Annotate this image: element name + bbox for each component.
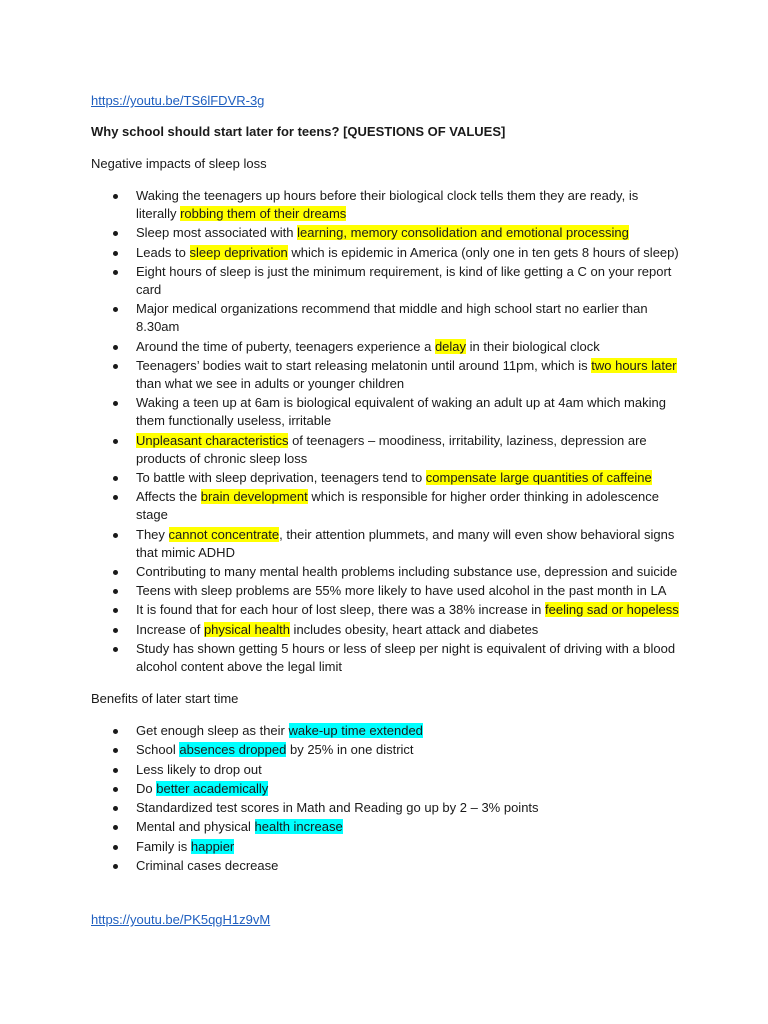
highlighted-text: wake-up time extended: [288, 723, 423, 739]
section-heading-negative: Negative impacts of sleep loss: [91, 156, 267, 171]
highlighted-text: happier: [190, 838, 235, 854]
bullet-icon: [113, 647, 118, 652]
bullet-text: Standardized test scores in Math and Reading go up by 2 – 3% points: [136, 800, 539, 816]
negative-impact-item: [91, 394, 681, 430]
highlighted-text: two hours later: [591, 357, 677, 373]
highlighted-text: Unpleasant characteristics: [136, 432, 289, 448]
bullet-text: Affects the: [136, 489, 201, 505]
highlighted-text: health increase: [254, 819, 343, 835]
bullet-icon: [113, 194, 118, 199]
bullet-text: Mental and physical: [136, 819, 255, 835]
bullet-text: Get enough sleep as their: [136, 723, 289, 739]
negative-impact-item: [91, 469, 681, 487]
bullet-text: Major medical organizations recommend that middle and high school start no earlier than 8.30am: [136, 301, 648, 335]
bullet-text: Waking a teen up at 6am is biological equivalent of waking an adult up at 4am which making them functionally useless, irritable: [136, 395, 666, 429]
benefit-item: [91, 761, 681, 779]
bullet-text-continued: which is responsible for higher order thinking in adolescence stage: [136, 489, 659, 523]
bullet-icon: [113, 845, 118, 850]
bullet-text: They: [136, 526, 169, 542]
bullet-icon: [113, 748, 118, 753]
highlighted-text: sleep deprivation: [189, 244, 288, 260]
bullet-text-continued: , their attention plummets, and many will even show behavioral signs that mimic ADHD: [136, 526, 675, 560]
bullet-icon: [113, 533, 118, 538]
bullet-text: Do: [136, 780, 157, 796]
highlighted-text: absences dropped: [179, 742, 287, 758]
negative-impact-item: [91, 621, 681, 639]
document-content: [91, 92, 681, 889]
negative-impact-item: [91, 357, 681, 393]
bullet-text: Teens with sleep problems are 55% more likely to have used alcohol in the past month in LA: [136, 583, 667, 599]
bullet-text: School: [136, 742, 180, 758]
negative-impact-item: [91, 187, 681, 223]
bullet-text: Around the time of puberty, teenagers experience a: [136, 338, 435, 354]
bullet-text-continued: in their biological clock: [466, 338, 600, 354]
bullet-text: Criminal cases decrease: [136, 857, 279, 873]
highlighted-text: feeling sad or hopeless: [545, 602, 679, 618]
document-title: Why school should start later for teens? [QUESTIONS OF VALUES]: [91, 124, 506, 139]
bullet-text: Teenagers’ bodies wait to start releasing melatonin until around 11pm, which is: [136, 357, 592, 373]
top-video-link[interactable]: https://youtu.be/TS6lFDVR-3g: [91, 93, 265, 108]
bullet-icon: [113, 231, 118, 236]
bullet-icon: [113, 345, 118, 350]
negative-impact-item: [91, 263, 681, 299]
bullet-text-continued: of teenagers – moodiness, irritability, laziness, depression are products of chronic sleep loss: [136, 432, 647, 466]
bullet-icon: [113, 401, 118, 406]
bottom-video-link[interactable]: https://youtu.be/PK5qgH1z9vM: [91, 912, 271, 927]
bullet-icon: [113, 825, 118, 830]
benefit-item: [91, 857, 681, 875]
highlighted-text: delay: [434, 338, 467, 354]
bullet-icon: [113, 589, 118, 594]
highlighted-text: physical health: [203, 621, 290, 637]
bullet-text: Family is: [136, 838, 191, 854]
benefit-item: [91, 818, 681, 836]
negative-impact-item: [91, 582, 681, 600]
negative-impact-item: [91, 563, 681, 581]
benefit-item: [91, 838, 681, 856]
bottom-link-paragraph: [91, 911, 270, 929]
benefit-item: [91, 799, 681, 817]
bullet-icon: [113, 806, 118, 811]
bullet-icon: [113, 570, 118, 575]
negative-impact-item: [91, 526, 681, 562]
benefits-list: [91, 722, 681, 875]
bullet-icon: [113, 270, 118, 275]
section-heading-benefits: Benefits of later start time: [91, 691, 239, 707]
highlighted-text: brain development: [200, 489, 308, 505]
negative-impacts-list: [91, 187, 681, 676]
bullet-icon: [113, 251, 118, 256]
highlighted-text: better academically: [156, 780, 269, 796]
bullet-text-continued: than what we see in adults or younger children: [136, 376, 405, 392]
bullet-icon: [113, 729, 118, 734]
bullet-text: It is found that for each hour of lost sleep, there was a 38% increase in: [136, 602, 546, 618]
negative-impact-item: [91, 300, 681, 336]
negative-impact-item: [91, 244, 681, 262]
benefit-item: [91, 722, 681, 740]
highlighted-text: learning, memory consolidation and emotional processing: [297, 225, 629, 241]
negative-impact-item: [91, 488, 681, 524]
benefit-item: [91, 780, 681, 798]
bullet-icon: [113, 608, 118, 613]
highlighted-text: cannot concentrate: [168, 526, 280, 542]
negative-impact-item: [91, 338, 681, 356]
bullet-icon: [113, 476, 118, 481]
bullet-text: Increase of: [136, 621, 204, 637]
bullet-icon: [113, 439, 118, 444]
bullet-text: Sleep most associated with: [136, 225, 298, 241]
highlighted-text: compensate large quantities of caffeine: [425, 470, 652, 486]
negative-impact-item: [91, 640, 681, 676]
top-link-paragraph: [91, 92, 681, 110]
bullet-text: Leads to: [136, 244, 190, 260]
bullet-text: To battle with sleep deprivation, teenagers tend to: [136, 470, 426, 486]
benefit-item: [91, 741, 681, 759]
bullet-text: Waking the teenagers up hours before their biological clock tells them they are ready, is literally: [136, 188, 639, 222]
bullet-text: Contributing to many mental health problems including substance use, depression and suicide: [136, 564, 678, 580]
bullet-icon: [113, 364, 118, 369]
bullet-icon: [113, 307, 118, 312]
bullet-text-continued: includes obesity, heart attack and diabetes: [289, 621, 539, 637]
negative-impact-item: [91, 432, 681, 468]
bullet-text: Eight hours of sleep is just the minimum requirement, is kind of like getting a C on your report card: [136, 263, 672, 298]
bullet-icon: [113, 628, 118, 633]
bullet-text-continued: by 25% in one district: [286, 742, 414, 758]
negative-impact-item: [91, 601, 681, 619]
negative-impact-item: [91, 224, 681, 242]
bullet-icon: [113, 768, 118, 773]
bullet-text-continued: which is epidemic in America (only one in ten gets 8 hours of sleep): [287, 244, 679, 260]
bullet-icon: [113, 864, 118, 869]
highlighted-text: robbing them of their dreams: [180, 206, 347, 222]
bullet-icon: [113, 787, 118, 792]
bullet-text: Study has shown getting 5 hours or less of sleep per night is equivalent of driving with a blood alcohol content above the legal limit: [136, 640, 676, 675]
bullet-icon: [113, 495, 118, 500]
bullet-text: Less likely to drop out: [136, 761, 262, 777]
